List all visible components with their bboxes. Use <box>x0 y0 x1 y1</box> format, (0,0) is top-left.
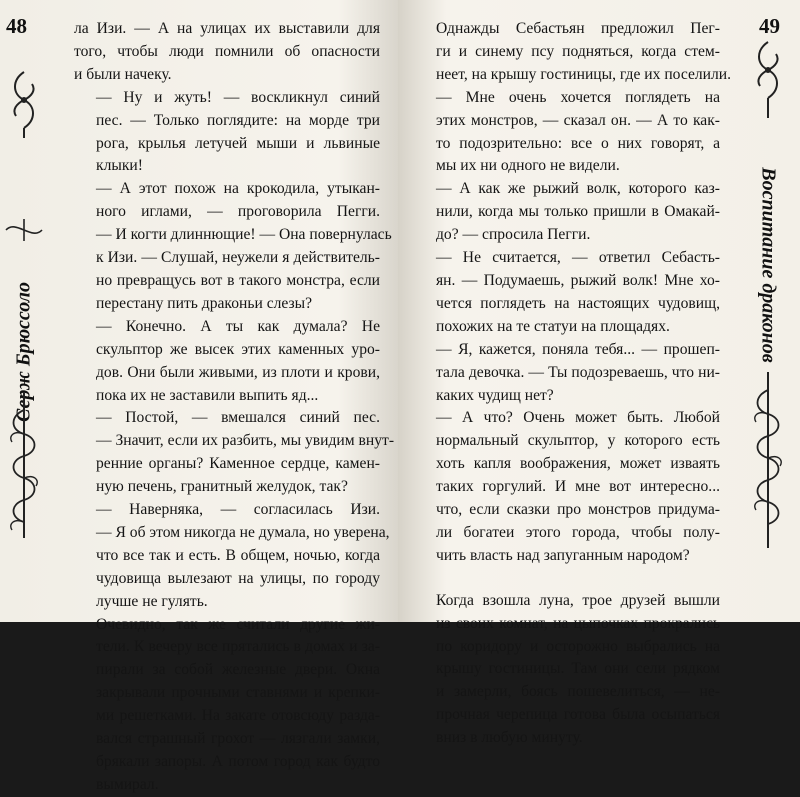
page-number: 49 <box>759 14 780 38</box>
text-line: — Мне очень хочется поглядеть на <box>436 88 720 106</box>
text-line: и были начеку. <box>74 65 172 83</box>
text-line: ренние органы? Каменное сердце, камен- <box>96 455 380 473</box>
paragraph <box>74 316 380 408</box>
text-line: до? — спросила Пегги. <box>436 226 591 244</box>
text-line: — А что? Очень может быть. Любой <box>436 409 720 427</box>
small-flourish-icon <box>2 215 46 245</box>
left-margin-column <box>0 40 48 620</box>
text-line: хоть капля воображения, может изваять <box>436 455 720 473</box>
text-line: — Ну и жуть! — воскликнул синий <box>96 88 380 106</box>
paragraph <box>74 18 380 87</box>
text-line: к Изи. — Слушай, неужели я действитель- <box>96 249 380 267</box>
text-line: ми решетками. На закате отовсюду разда- <box>96 707 380 725</box>
text-line: чется поглядеть на настоящих чудовищ, <box>436 294 720 312</box>
text-line: тала девочка. — Ты подозреваешь, что ни- <box>436 363 720 381</box>
paragraph <box>414 178 720 247</box>
flourish-ornament-icon <box>2 70 46 140</box>
flourish-ornament-icon <box>746 40 790 120</box>
text-line: — Я, кажется, поняла тебя... — прошеп- <box>436 340 720 358</box>
text-line: вымирал. <box>96 775 159 793</box>
vine-ornament-icon <box>746 370 790 550</box>
text-line: дов. Они были живыми, из плоти и крови, <box>96 363 380 381</box>
text-line: тели. К вечеру все прятались в домах и за- <box>96 638 380 656</box>
text-line: мы их ни одного не видели. <box>436 157 620 175</box>
text-line: Когда взошла луна, трое друзей вышли <box>436 591 720 609</box>
text-line: и замерли, боясь пошевелиться, — не- <box>436 683 720 701</box>
text-line: закрывали прочными ставнями и крепки- <box>96 684 380 702</box>
paragraph <box>74 614 380 797</box>
text-line: прочная черепица готова была осыпаться <box>436 706 720 724</box>
text-line: того, чтобы люди помнили об опасности <box>74 42 380 60</box>
text-line: ги и синему псу подняться, когда стем- <box>436 42 720 60</box>
text-line: — А этот похож на крокодила, утыкан- <box>96 180 380 198</box>
text-line: пирали за собой железные двери. Окна <box>96 661 380 679</box>
text-line: ного иглами, — проговорила Пегги. <box>96 203 380 221</box>
paragraph <box>74 407 395 499</box>
text-line: лучше не гулять. <box>96 592 208 610</box>
text-line: то подозрительно: все о них говорят, а <box>436 134 720 152</box>
paragraph <box>414 407 720 567</box>
text-line: — И когти длиннющие! — Она повернулась <box>96 226 392 244</box>
text-line: — Наверняка, — согласилась Изи. <box>96 501 380 519</box>
page-number: 48 <box>6 14 27 38</box>
right-margin-column <box>744 40 792 620</box>
text-line: чудовища вылезают на улицы, по городу <box>96 569 380 587</box>
text-line: вался страшный грохот — лязгали замки, <box>96 730 380 748</box>
text-line: ную печень, гранитный желудок, так? <box>96 478 348 496</box>
text-line: Очевидно, так же считали другие жи- <box>96 615 380 633</box>
text-line: — Значит, если их разбить, мы увидим внут- <box>96 432 395 450</box>
text-line: — А как же рыжий волк, которого каз- <box>436 180 720 198</box>
paragraph <box>74 87 380 179</box>
text-line: похожих на те статуи на площадях. <box>436 317 670 335</box>
text-line: таких горгулий. И мне вот интересно... <box>436 478 720 496</box>
text-line: — Постой, — вмешался синий пес. <box>96 409 380 427</box>
text-line: рога, крылья летучей мыши и львиные <box>96 134 380 152</box>
text-line: пока их не заставили выпить яд... <box>96 386 319 404</box>
text-line: крышу гостиницы. Там они сели рядком <box>436 660 720 678</box>
left-body-text <box>74 18 395 797</box>
text-line: каких чудищ нет? <box>436 386 554 404</box>
running-title: Серж Брюссоло <box>12 282 35 422</box>
text-line: нормальный скульптор, у которого есть <box>436 432 720 450</box>
paragraph <box>414 87 720 179</box>
text-line: — Конечно. А ты как думала? Не <box>96 317 380 335</box>
right-body-text <box>414 18 732 750</box>
paragraph <box>414 590 720 750</box>
text-line: чить власть над запуганным народом? <box>436 546 690 564</box>
text-line: Однажды Себастьян предложил Пег- <box>436 20 720 37</box>
text-line: что все так и есть. В общем, ночью, когда <box>96 546 380 564</box>
right-page <box>398 0 800 747</box>
text-line: ли богатеи этого города, чтобы полу- <box>436 523 720 541</box>
text-line: ла Изи. — А на улицах их выставили для <box>74 20 380 37</box>
text-line: этих монстров, — сказал он. — А то как- <box>436 111 720 129</box>
left-page <box>0 0 398 793</box>
text-line: клыки! <box>96 157 143 175</box>
text-line: что, если сказки про монстров придума- <box>436 501 720 519</box>
paragraph <box>414 247 720 339</box>
text-line: по коридору и осторожно выбрались на <box>436 637 720 655</box>
paragraph <box>414 339 720 408</box>
text-line: но превращусь вот в такого монстра, если <box>96 271 380 289</box>
paragraph <box>74 499 390 614</box>
text-line: вниз в любую минуту. <box>436 729 583 747</box>
text-line: скульптор же высек этих каменных уро- <box>96 340 380 358</box>
paragraph <box>414 18 732 87</box>
text-line: перестану пить драконьи слезы? <box>96 294 313 312</box>
text-line: — Я об этом никогда не думала, но уверена, <box>96 523 390 541</box>
running-title: Воспитание драконов <box>757 167 780 363</box>
text-line: из своих комнат, на цыпочках прокрались <box>436 614 720 632</box>
text-line: нили, когда мы только пришли в Омакай- <box>436 203 720 221</box>
text-line: — Не считается, — ответил Себасть- <box>436 249 720 267</box>
paragraph <box>74 178 392 315</box>
text-line: неет, на крышу гостиницы, где их поселили. <box>436 65 732 83</box>
text-line: ян. — Подумаешь, рыжий волк! Мне хо- <box>436 271 720 289</box>
text-line: брякали запоры. А потом город как будто <box>96 753 380 770</box>
vine-ornament-icon <box>2 390 46 540</box>
text-line: пес. — Только поглядите: на морде три <box>96 111 380 129</box>
